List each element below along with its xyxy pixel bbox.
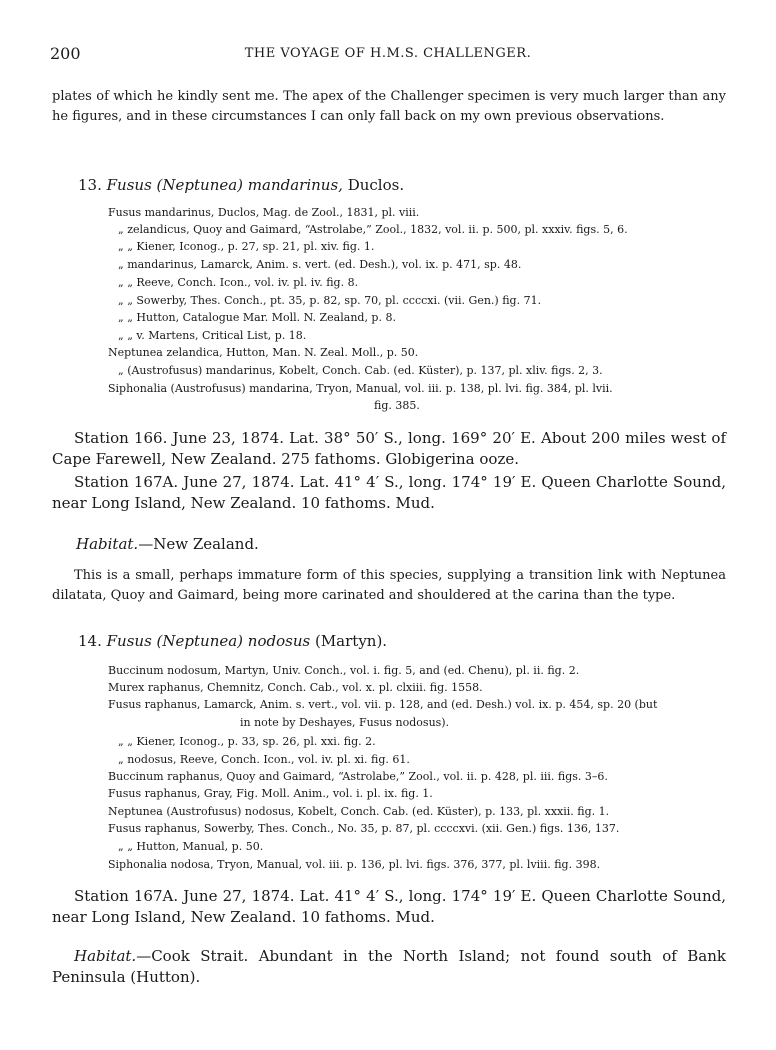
- synonym-line: „ „ Kiener, Iconog., p. 27, sp. 21, pl. xiv. fig. 1.: [118, 240, 375, 253]
- station-record: Station 167A. June 27, 1874. Lat. 41° 4′ S., long. 174° 19′ E. Queen Charlotte Sound, near Long Island, New Zealand. 10 fathoms. Mud.: [52, 473, 726, 512]
- habitat-label: Habitat.: [74, 947, 137, 965]
- synonym-line: „ „ Sowerby, Thes. Conch., pt. 35, p. 82, sp. 70, pl. ccccxi. (vii. Gen.) fig. 71.: [118, 294, 542, 307]
- synonym-line: „ mandarinus, Lamarck, Anim. s. vert. (ed. Desh.), vol. ix. p. 471, sp. 48.: [118, 258, 522, 271]
- running-title: THE VOYAGE OF H.M.S. CHALLENGER.: [244, 46, 532, 61]
- page-number: 200: [50, 44, 81, 63]
- species-genus: Fusus: [106, 632, 152, 650]
- synonym-line: Fusus mandarinus, Duclos, Mag. de Zool., 1831, pl. viii.: [108, 206, 420, 219]
- station-record: Station 167A. June 27, 1874. Lat. 41° 4′ S., long. 174° 19′ E. Queen Charlotte Sound, near Long Island, New Zealand. 10 fathoms. Mud.: [52, 887, 726, 926]
- synonym-line: „ zelandicus, Quoy and Gaimard, “Astrolabe,” Zool., 1832, vol. ii. p. 500, pl. xxxiv. figs. 5, 6.: [118, 223, 628, 236]
- species-author: (Martyn).: [314, 632, 388, 650]
- synonym-line: Murex raphanus, Chemnitz, Conch. Cab., vol. x. pl. clxiii. fig. 1558.: [108, 681, 483, 694]
- habitat-line: [52, 946, 726, 988]
- synonym-line: „ „ Hutton, Manual, p. 50.: [118, 840, 264, 853]
- habitat-label: Habitat.: [76, 535, 139, 553]
- synonym-line: Fusus raphanus, Lamarck, Anim. s. vert., vol. vii. p. 128, and (ed. Desh.) vol. ix. p. 454, sp. 20 (but: [108, 698, 658, 711]
- species-author: Duclos.: [347, 176, 405, 194]
- synonym-line: fig. 385.: [374, 399, 420, 412]
- synonym-line: Fusus raphanus, Gray, Fig. Moll. Anim., vol. i. pl. ix. fig. 1.: [108, 787, 433, 800]
- habitat-text: —Cook Strait. Abundant in the North Island; not found south of Bank Peninsula (Hutton).: [52, 947, 726, 986]
- station-record: Station 166. June 23, 1874. Lat. 38° 50′ S., long. 169° 20′ E. About 200 miles west of Cape Farewell, New Zealand. 275 fathoms. Globigerina ooze.: [52, 429, 726, 468]
- species-14-heading: [78, 632, 387, 650]
- synonym-line: „ „ Kiener, Iconog., p. 33, sp. 26, pl. xxi. fig. 2.: [118, 735, 376, 748]
- species-genus: Fusus: [106, 176, 152, 194]
- habitat-line: [76, 535, 259, 553]
- synonym-line: Buccinum nodosum, Martyn, Univ. Conch., vol. i. fig. 5, and (ed. Chenu), pl. ii. fig. 2.: [108, 664, 580, 677]
- synonym-line: Neptunea zelandica, Hutton, Man. N. Zeal. Moll., p. 50.: [108, 346, 419, 359]
- intro-paragraph: plates of which he kindly sent me. The apex of the Challenger specimen is very much larger than any he figures, and in these circumstances I can only fall back on my own previous observations.: [52, 89, 726, 124]
- species-name: (Neptunea) nodosus: [156, 632, 311, 650]
- habitat-text: —New Zealand.: [138, 535, 259, 553]
- synonym-line: „ (Austrofusus) mandarinus, Kobelt, Conch. Cab. (ed. Küster), p. 137, pl. xliv. figs. 2, 3.: [118, 364, 603, 377]
- synonym-line: Buccinum raphanus, Quoy and Gaimard, “Astrolabe,” Zool., vol. ii. p. 428, pl. iii. figs. 3–6.: [108, 770, 608, 783]
- synonym-line: Siphonalia (Austrofusus) mandarina, Tryon, Manual, vol. iii. p. 138, pl. lvi. fig. 384, pl. lvii.: [108, 382, 613, 395]
- synonym-line: Siphonalia nodosa, Tryon, Manual, vol. iii. p. 136, pl. lvi. figs. 376, 377, pl. lviii. fig. 398.: [108, 858, 601, 871]
- synonym-line: „ „ v. Martens, Critical List, p. 18.: [118, 329, 307, 342]
- synonym-line: Neptunea (Austrofusus) nodosus, Kobelt, Conch. Cab. (ed. Küster), p. 133, pl. xxxii. fig. 1.: [108, 805, 610, 818]
- page-header: [50, 44, 726, 64]
- species-name: (Neptunea) mandarinus,: [156, 176, 343, 194]
- synonym-line: „ nodosus, Reeve, Conch. Icon., vol. iv. pl. xi. fig. 61.: [118, 753, 410, 766]
- species-number: 13.: [78, 176, 102, 194]
- synonym-line: Fusus raphanus, Sowerby, Thes. Conch., No. 35, p. 87, pl. ccccxvi. (xii. Gen.) figs. 136, 137.: [108, 822, 620, 835]
- species-number: 14.: [78, 632, 102, 650]
- synonym-line: in note by Deshayes, Fusus nodosus).: [240, 716, 450, 729]
- species-13-heading: [78, 176, 404, 194]
- synonym-line: „ „ Reeve, Conch. Icon., vol. iv. pl. iv. fig. 8.: [118, 276, 359, 289]
- synonym-line: „ „ Hutton, Catalogue Mar. Moll. N. Zealand, p. 8.: [118, 311, 396, 324]
- species-note: This is a small, perhaps immature form of this species, supplying a transition link with Neptunea dilatata, Quoy and Gaimard, being more carinated and shouldered at the carina than the type.: [52, 568, 726, 603]
